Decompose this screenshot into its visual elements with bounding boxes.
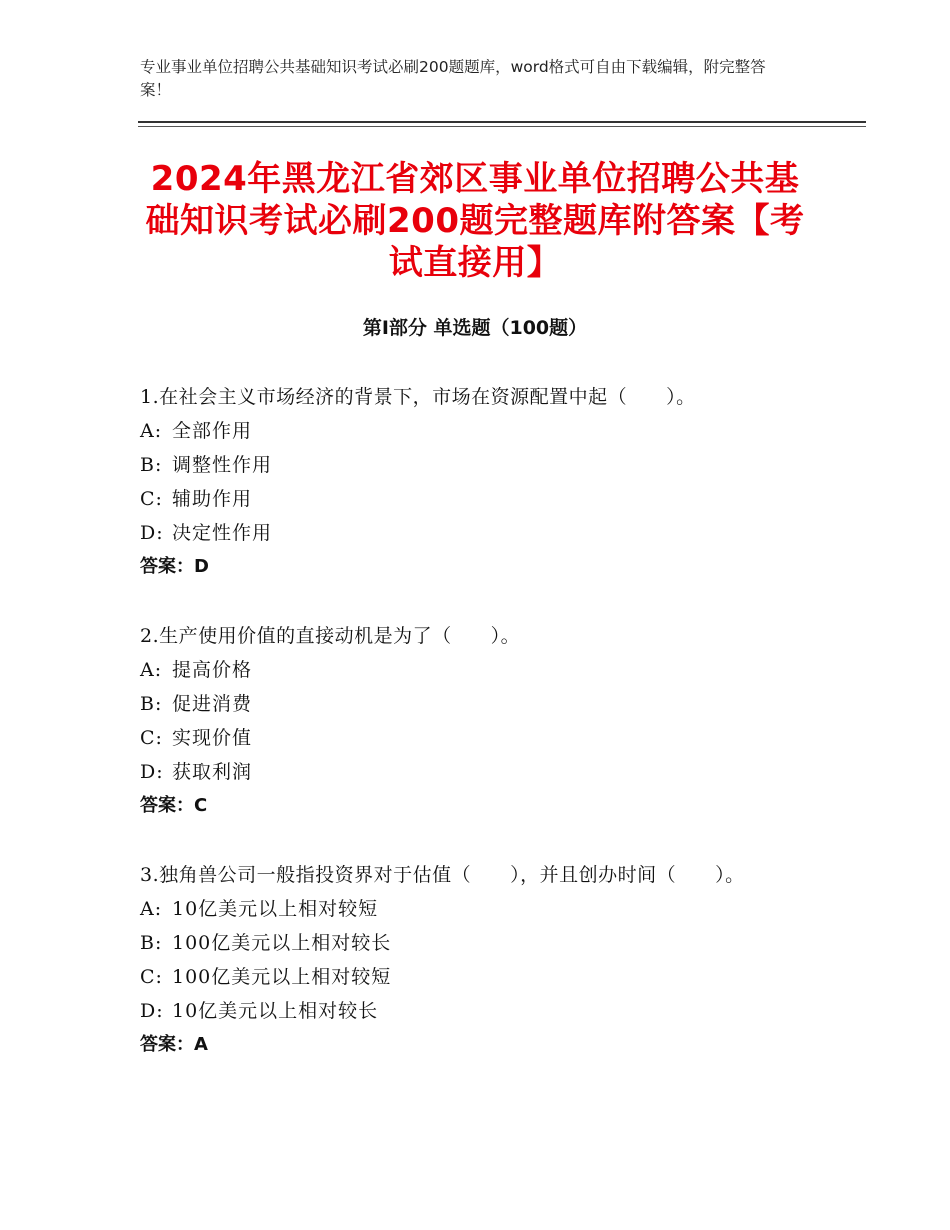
option-a (140, 653, 800, 687)
option-d (140, 755, 800, 789)
option-text: 促进消费 (172, 693, 253, 715)
option-key: B: (140, 454, 163, 476)
option-text: 全部作用 (172, 420, 253, 442)
option-key: C: (140, 488, 163, 510)
option-text: 提高价格 (172, 659, 253, 681)
section-title: 第Ⅰ部分 单选题（100题） (362, 317, 588, 339)
question-2 (140, 619, 800, 823)
option-text: 调整性作用 (172, 454, 273, 476)
option-text: 10亿美元以上相对较短 (172, 898, 379, 920)
answer: 答案：C (140, 795, 208, 816)
option-text: 决定性作用 (172, 522, 273, 544)
option-text: 100亿美元以上相对较短 (172, 966, 392, 988)
option-d (140, 516, 800, 550)
option-key: A: (140, 898, 163, 920)
answer: 答案：D (140, 556, 209, 577)
option-c (140, 721, 800, 755)
header-divider-thin (138, 126, 866, 127)
option-c (140, 482, 800, 516)
question-3 (140, 858, 800, 1062)
question-text: 1.在社会主义市场经济的背景下，市场在资源配置中起（ ）。 (140, 386, 696, 408)
option-text: 10亿美元以上相对较长 (172, 1000, 379, 1022)
option-c (140, 960, 800, 994)
option-key: D: (140, 1000, 164, 1022)
question-text: 3.独角兽公司一般指投资界对于估值（ ），并且创办时间（ ）。 (140, 864, 745, 886)
option-d (140, 994, 800, 1028)
option-key: D: (140, 522, 164, 544)
question-text: 2.生产使用价值的直接动机是为了（ ）。 (140, 625, 521, 647)
header-divider-thick (138, 121, 866, 123)
option-key: A: (140, 659, 163, 681)
option-text: 100亿美元以上相对较长 (172, 932, 392, 954)
option-b (140, 926, 800, 960)
option-key: B: (140, 932, 163, 954)
option-key: C: (140, 966, 163, 988)
option-text: 获取利润 (172, 761, 253, 783)
option-a (140, 414, 800, 448)
option-key: D: (140, 761, 164, 783)
option-b (140, 448, 800, 482)
document-title: 2024年黑龙江省郊区事业单位招聘公共基础知识考试必刷200题完整题库附答案【考试直接用】 (145, 159, 805, 283)
option-text: 实现价值 (172, 727, 253, 749)
option-key: B: (140, 693, 163, 715)
question-1 (140, 380, 800, 584)
option-key: A: (140, 420, 163, 442)
answer: 答案：A (140, 1034, 208, 1055)
option-a (140, 892, 800, 926)
option-b (140, 687, 800, 721)
header-note: 专业事业单位招聘公共基础知识考试必刷200题题库，word格式可自由下载编辑，附完整答案！ (140, 58, 766, 99)
option-text: 辅助作用 (172, 488, 253, 510)
option-key: C: (140, 727, 163, 749)
